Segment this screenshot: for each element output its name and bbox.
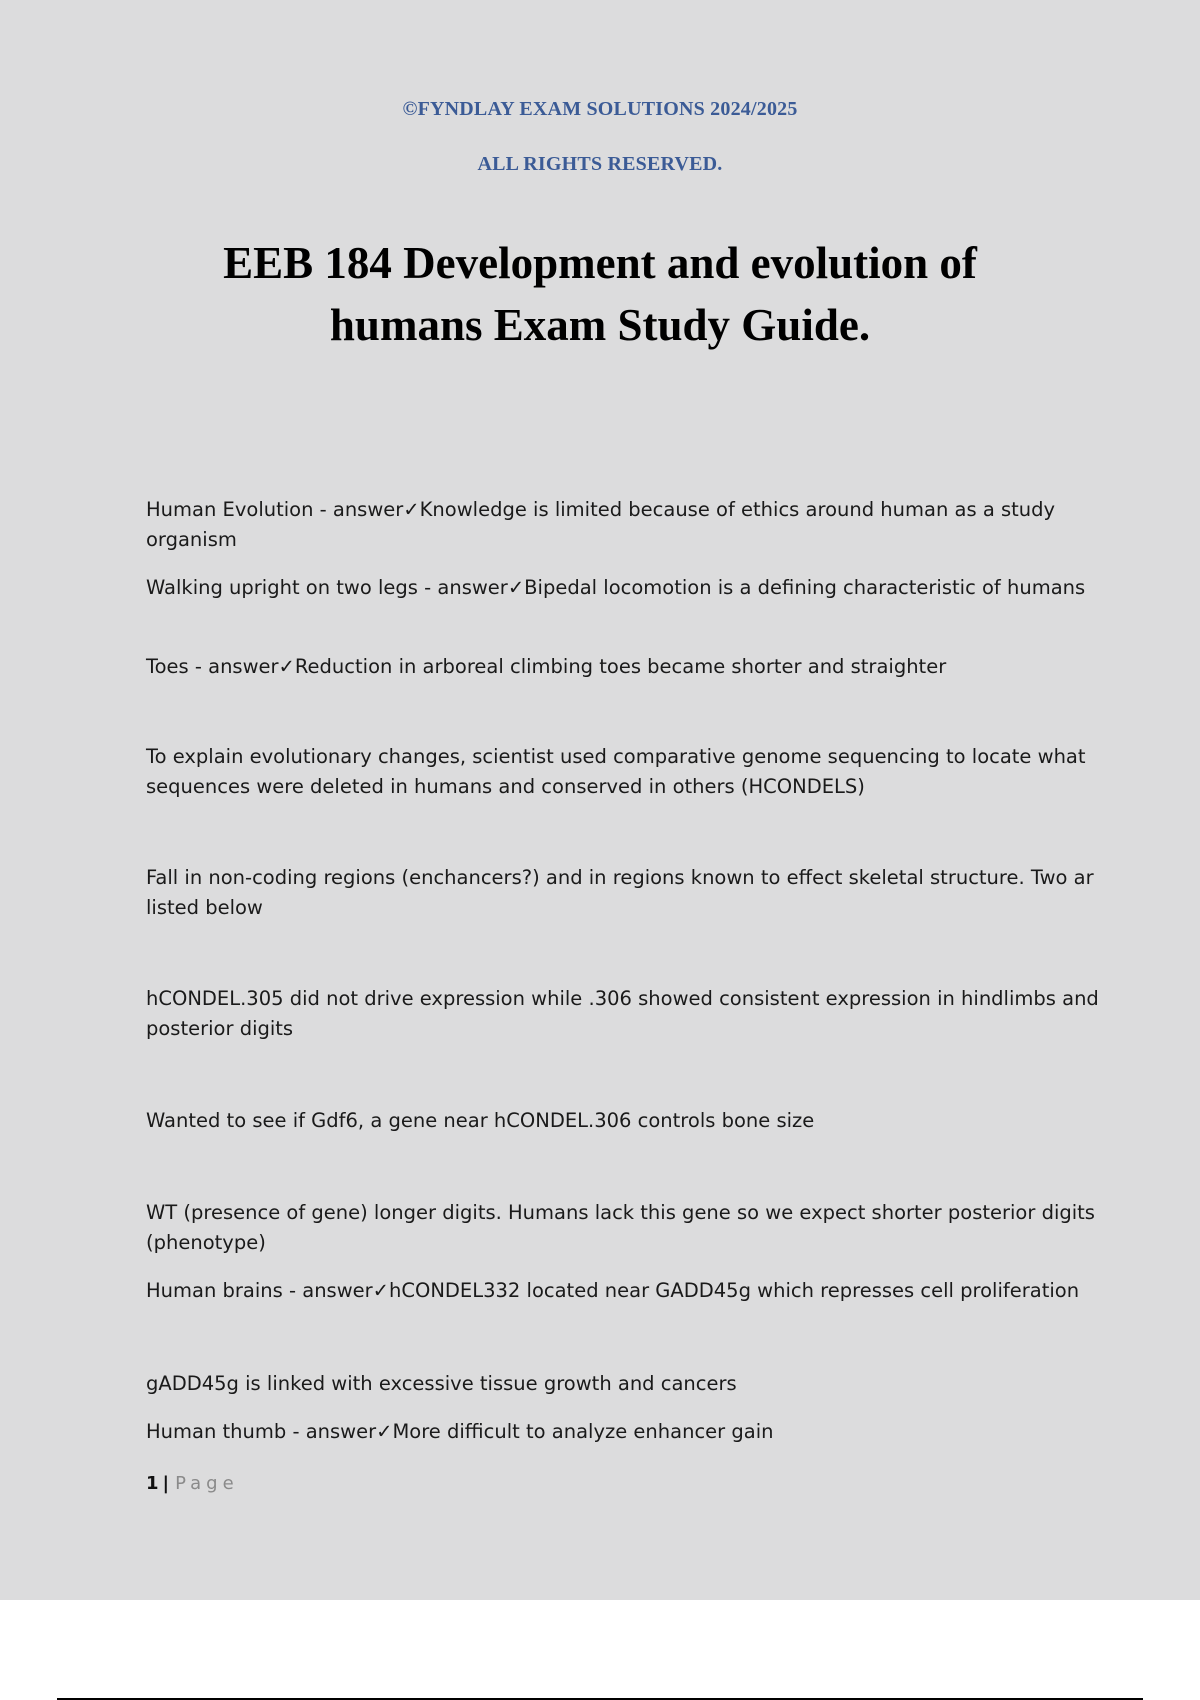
rights-reserved-header: ALL RIGHTS RESERVED. <box>477 153 723 175</box>
entry-hcondel-305: hCONDEL.305 did not drive expression while .306 showed consistent expression in hindlimbs and posterior digits <box>146 987 1099 1040</box>
entry-gdf6: Wanted to see if Gdf6, a gene near hCONDEL.306 controls bone size <box>146 1109 815 1132</box>
entry-hcondels: To explain evolutionary changes, scientist used comparative genome sequencing to locate what sequences were deleted in humans and conserved in others (HCONDELS) <box>146 745 1086 798</box>
entry-human-brains: Human brains - answer✓hCONDEL332 located near GADD45g which represses cell proliferation <box>146 1279 1080 1302</box>
copyright-header: ©FYNDLAY EXAM SOLUTIONS 2024/2025 <box>402 98 798 120</box>
entry-human-evolution: Human Evolution - answer✓Knowledge is limited because of ethics around human as a study organism <box>146 498 1056 551</box>
title-line-1: EEB 184 Development and evolution of <box>223 238 977 288</box>
title-line-2: humans Exam Study Guide. <box>329 300 871 350</box>
entry-human-thumb: Human thumb - answer✓More difficult to analyze enhancer gain <box>146 1420 774 1443</box>
entry-toes: Toes - answer✓Reduction in arboreal climbing toes became shorter and straighter <box>146 655 947 678</box>
page-number: 1 <box>146 1473 159 1494</box>
entry-walking-upright: Walking upright on two legs - answer✓Bipedal locomotion is a defining characteristic of humans <box>146 576 1086 599</box>
entry-gadd45g: gADD45g is linked with excessive tissue growth and cancers <box>146 1372 737 1395</box>
document-title <box>100 232 1100 356</box>
page-footer <box>146 1473 239 1494</box>
page-label: Page <box>175 1473 239 1494</box>
entry-wt-digits: WT (presence of gene) longer digits. Humans lack this gene so we expect shorter posterior digits (phenotype) <box>146 1201 1095 1254</box>
footer-separator: | <box>162 1473 170 1494</box>
entry-non-coding-regions: Fall in non-coding regions (enchancers?) and in regions known to effect skeletal structure. Two ar listed below <box>146 866 1094 919</box>
